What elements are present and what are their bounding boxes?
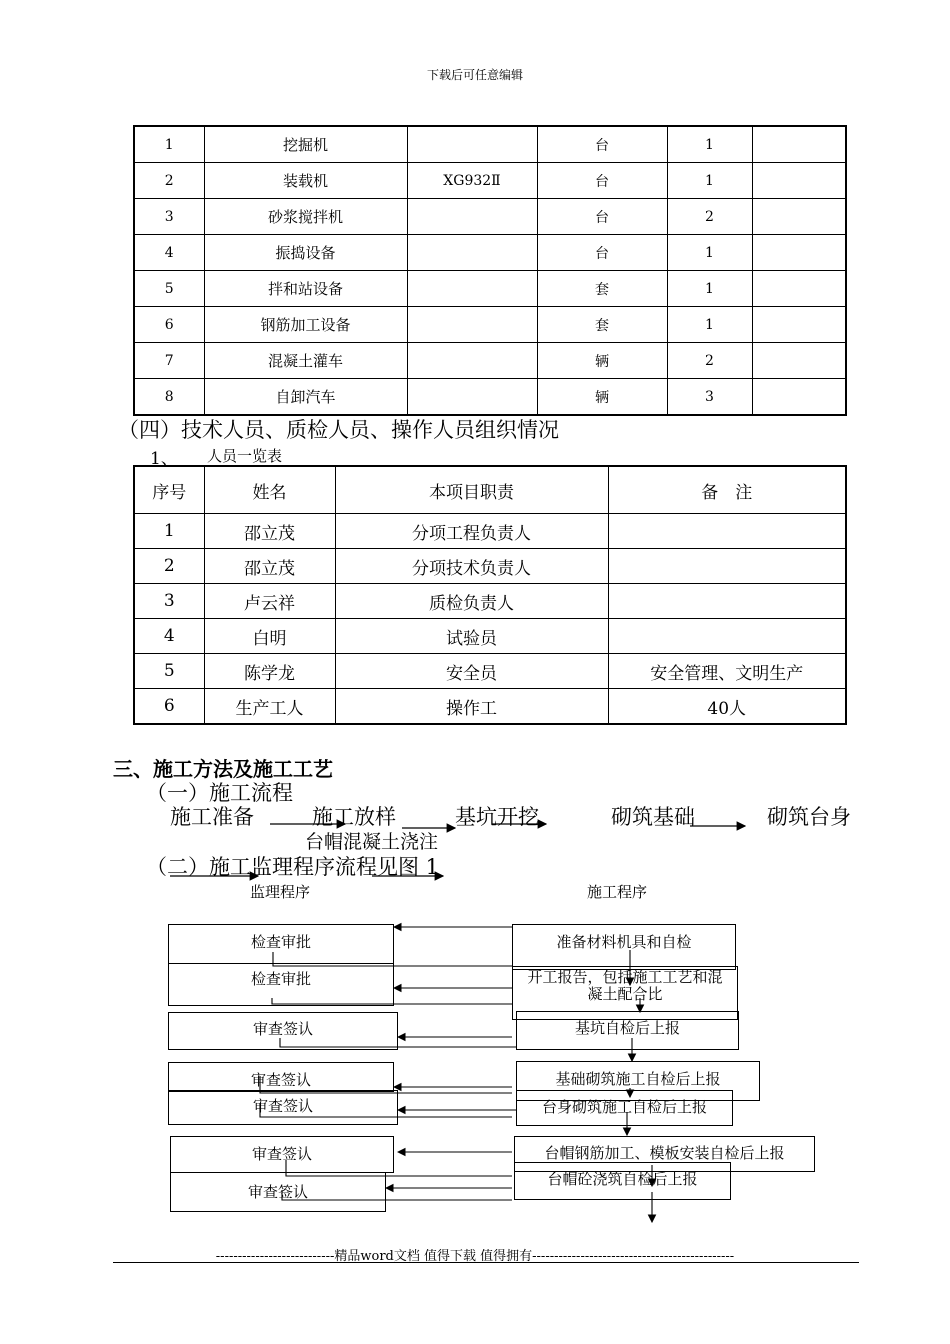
construction-box bbox=[514, 1162, 731, 1200]
equipment-model-cell: XG932Ⅱ bbox=[407, 163, 537, 199]
staff-duty-cell: 分项工程负责人 bbox=[335, 514, 608, 549]
supervision-box-label: 审查签认 bbox=[252, 1020, 313, 1038]
equipment-unit-cell: 辆 bbox=[537, 343, 667, 379]
staff-no-cell: 2 bbox=[134, 549, 204, 584]
equipment-no-cell: 2 bbox=[134, 163, 204, 199]
flow-step-5: 砌筑台身 bbox=[767, 805, 851, 829]
staff-header-cell: 本项目职责 bbox=[335, 466, 608, 514]
supervision-box bbox=[170, 1172, 386, 1212]
equipment-unit-cell: 台 bbox=[537, 126, 667, 163]
construction-box-label: 台帽砼浇筑自检后上报 bbox=[547, 1170, 698, 1188]
page-footer: ---------------------------精品word文档 值得下载 值得拥有---------------------------------------------- bbox=[215, 1249, 735, 1264]
equipment-name-cell: 装载机 bbox=[204, 163, 407, 199]
construction-box-label: 基坑自检后上报 bbox=[574, 1019, 680, 1037]
staff-name-cell: 白明 bbox=[204, 619, 335, 654]
supervision-box bbox=[168, 1062, 394, 1092]
supervision-box bbox=[168, 1012, 398, 1050]
equipment-no-cell: 5 bbox=[134, 271, 204, 307]
supervision-box bbox=[168, 924, 394, 964]
staff-header-cell: 备 注 bbox=[608, 466, 846, 514]
page-header: 下载后可任意编辑 bbox=[426, 68, 523, 82]
construction-box-label: 台帽钢筋加工、模板安装自检后上报 bbox=[544, 1144, 785, 1162]
section4-title: （四）技术人员、质检人员、操作人员组织情况 bbox=[118, 418, 559, 442]
equipment-qty-cell: 2 bbox=[667, 343, 752, 379]
supervision-box-label: 审查签认 bbox=[251, 1145, 312, 1163]
staff-name-cell: 邵立茂 bbox=[204, 549, 335, 584]
staff-name-cell: 卢云祥 bbox=[204, 584, 335, 619]
equipment-name-cell: 混凝土灌车 bbox=[204, 343, 407, 379]
flow-step-3: 基坑开挖 bbox=[455, 805, 539, 829]
diagram-right-title: 施工程序 bbox=[587, 883, 648, 901]
supervision-box-label: 检查审批 bbox=[250, 970, 311, 988]
equipment-qty-cell: 1 bbox=[667, 163, 752, 199]
staff-duty-cell: 试验员 bbox=[335, 619, 608, 654]
construction-box-label: 基础砌筑施工自检后上报 bbox=[555, 1070, 721, 1088]
section3-sub2: （二）施工监理程序流程见图 1 bbox=[146, 855, 440, 879]
section4-sub-title: 人员一览表 bbox=[207, 447, 283, 465]
supervision-box bbox=[168, 1090, 398, 1125]
equipment-unit-cell: 台 bbox=[537, 199, 667, 235]
supervision-box bbox=[170, 1136, 394, 1173]
equipment-qty-cell: 2 bbox=[667, 199, 752, 235]
supervision-box-label: 检查审批 bbox=[250, 933, 311, 951]
staff-name-cell: 陈学龙 bbox=[204, 654, 335, 689]
staff-header-cell: 序号 bbox=[134, 466, 204, 514]
footer-rule bbox=[113, 1262, 859, 1263]
staff-note-cell: 40人 bbox=[608, 689, 846, 725]
section4-sub-no: 1、 bbox=[150, 449, 178, 469]
construction-box-label: 准备材料机具和自检 bbox=[556, 933, 692, 951]
staff-duty-cell: 安全员 bbox=[335, 654, 608, 689]
equipment-unit-cell: 台 bbox=[537, 163, 667, 199]
equipment-qty-cell: 1 bbox=[667, 126, 752, 163]
staff-header-cell: 姓名 bbox=[204, 466, 335, 514]
equipment-qty-cell: 1 bbox=[667, 235, 752, 271]
construction-box bbox=[516, 1090, 733, 1126]
staff-no-cell: 5 bbox=[134, 654, 204, 689]
staff-no-cell: 3 bbox=[134, 584, 204, 619]
flow-step-6: 台帽混凝土浇注 bbox=[305, 831, 439, 853]
staff-duty-cell: 操作工 bbox=[335, 689, 608, 725]
equipment-unit-cell: 台 bbox=[537, 235, 667, 271]
flow-step-2: 施工放样 bbox=[312, 805, 396, 829]
staff-no-cell: 6 bbox=[134, 689, 204, 725]
staff-note-cell: 安全管理、文明生产 bbox=[608, 654, 846, 689]
staff-no-cell: 4 bbox=[134, 619, 204, 654]
equipment-no-cell: 4 bbox=[134, 235, 204, 271]
equipment-no-cell: 6 bbox=[134, 307, 204, 343]
construction-box-label: 开工报告，包括施工工艺和混凝土配合比 bbox=[527, 968, 723, 1003]
diagram-left-title: 监理程序 bbox=[250, 883, 311, 901]
equipment-unit-cell: 套 bbox=[537, 271, 667, 307]
equipment-name-cell: 钢筋加工设备 bbox=[204, 307, 407, 343]
section3-sub1: （一）施工流程 bbox=[146, 781, 293, 805]
supervision-box-label: 审查签认 bbox=[247, 1183, 308, 1201]
staff-no-cell: 1 bbox=[134, 514, 204, 549]
equipment-name-cell: 振捣设备 bbox=[204, 235, 407, 271]
equipment-unit-cell: 辆 bbox=[537, 379, 667, 416]
equipment-no-cell: 1 bbox=[134, 126, 204, 163]
construction-box bbox=[512, 924, 736, 970]
equipment-qty-cell: 3 bbox=[667, 379, 752, 416]
section3-title: 三、施工方法及施工工艺 bbox=[113, 757, 333, 781]
equipment-name-cell: 挖掘机 bbox=[204, 126, 407, 163]
equipment-qty-cell: 1 bbox=[667, 271, 752, 307]
construction-box-label: 台身砌筑施工自检后上报 bbox=[541, 1098, 707, 1116]
supervision-box-label: 审查签认 bbox=[252, 1097, 313, 1115]
equipment-name-cell: 砂浆搅拌机 bbox=[204, 199, 407, 235]
construction-box bbox=[516, 1011, 739, 1050]
staff-name-cell: 生产工人 bbox=[204, 689, 335, 725]
equipment-no-cell: 7 bbox=[134, 343, 204, 379]
equipment-no-cell: 3 bbox=[134, 199, 204, 235]
flow-step-4: 砌筑基础 bbox=[611, 805, 695, 829]
supervision-box bbox=[168, 963, 394, 1006]
equipment-qty-cell: 1 bbox=[667, 307, 752, 343]
supervision-box-label: 审查签认 bbox=[250, 1071, 311, 1089]
staff-name-cell: 邵立茂 bbox=[204, 514, 335, 549]
equipment-name-cell: 自卸汽车 bbox=[204, 379, 407, 416]
flow-step-1: 施工准备 bbox=[170, 805, 254, 829]
equipment-unit-cell: 套 bbox=[537, 307, 667, 343]
equipment-no-cell: 8 bbox=[134, 379, 204, 416]
equipment-name-cell: 拌和站设备 bbox=[204, 271, 407, 307]
staff-duty-cell: 质检负责人 bbox=[335, 584, 608, 619]
staff-duty-cell: 分项技术负责人 bbox=[335, 549, 608, 584]
